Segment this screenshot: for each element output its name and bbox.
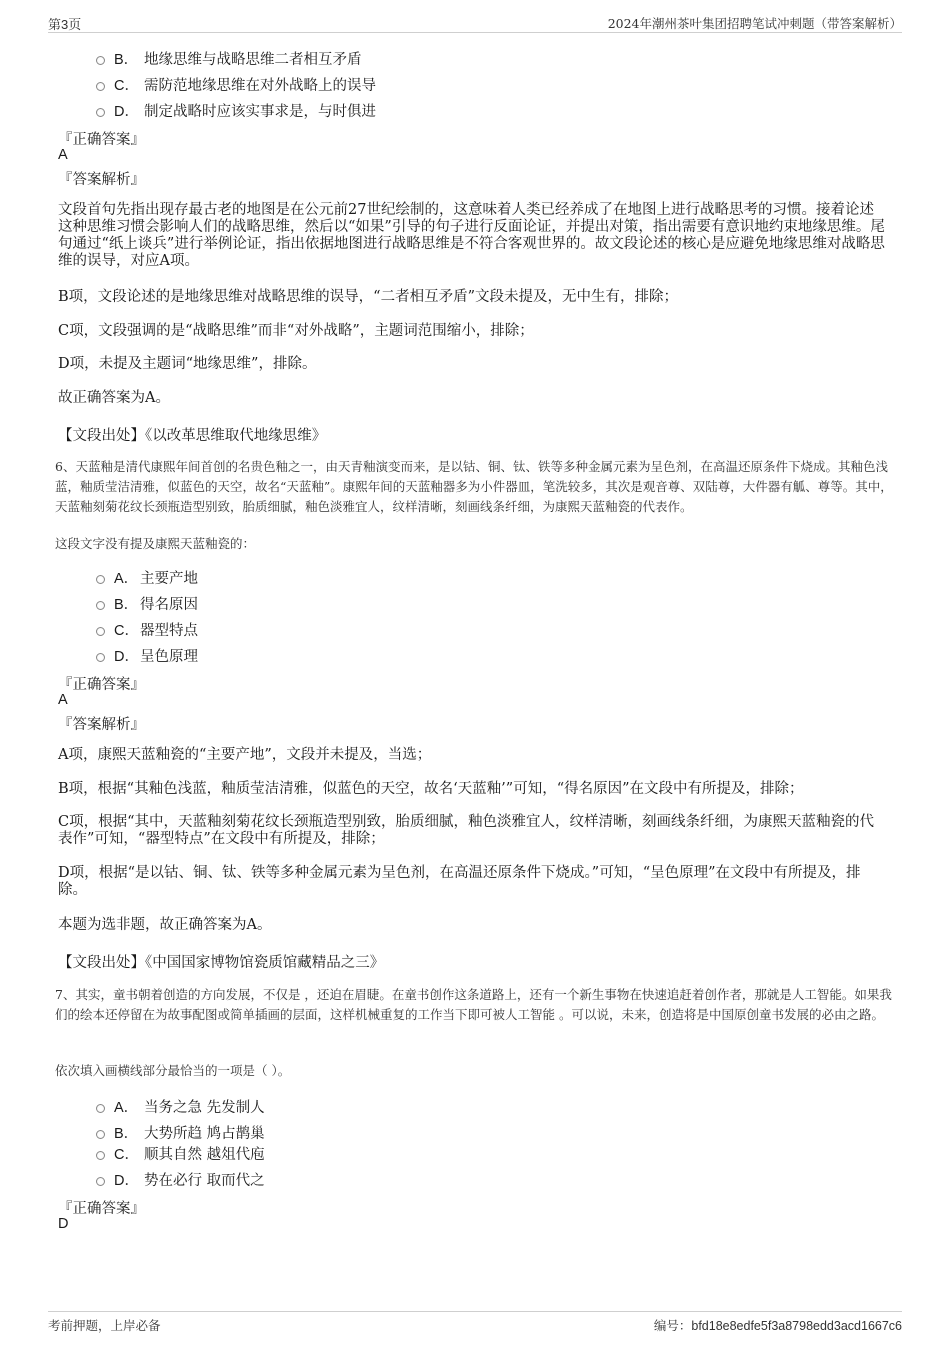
page-header [48,12,902,33]
q5-conclusion: 故正确答案为A。 [58,390,170,406]
q5-analysis-c: C项，文段强调的是“战略思维”而非“对外战略”，主题词范围缩小，排除； [58,323,534,339]
q7-option-d[interactable]: D． 势在必行 取而代之 [96,1169,265,1190]
q5-analysis-label: 『答案解析』 [58,172,145,188]
page-footer [48,1311,902,1338]
document-title: 2024年潮州茶叶集团招聘笔试冲刺题（带答案解析） [607,16,902,31]
q6-source: 【文段出处】《中国国家博物馆瓷质馆藏精品之三》 [58,955,385,971]
q6-conclusion: 本题为选非题，故正确答案为A。 [58,917,272,933]
document-id: 编号：bfd18e8edfe5f3a8798edd3acd1667c6 [653,1319,902,1333]
q7-stem: 依次填入画横线部分最恰当的一项是（ ）。 [55,1063,291,1078]
q5-answer-label: 『正确答案』 [58,132,145,148]
q7-passage: 7、其实，童书朝着创造的方向发展，不仅是 ，还迫在眉睫。在童书创作这条道路上，还有一个新生事物在快速追赶着创作者，那就是人工智能。如果我们的绘本还停留在为故事配图或简单插画的层面，这样机械重复的工作当下即可被人工智能 。可以说，未来，创造将是中国原创童书发展的必由之路。 [55,987,892,1022]
q5-analysis-main: 文段首句先指出现存最古老的地图是在公元前27世纪绘制的，这意味着人类已经养成了在地图上进行战略思考的习惯。接着论述这种思维习惯会影响人们的战略思维，然后以“如果”引导的句子进行反面论证，并提出对策，指出需要有意识地约束地缘思维。尾句通过“纸上谈兵”进行举例论证，指出依据地图进行战略思维是不符合客观世界的。故文段论述的核心是应避免地缘思维对战略思维的误导，对应A项。 [58,202,885,269]
q5-analysis-b: B项，文段论述的是地缘思维对战略思维的误导，“二者相互矛盾”文段未提及，无中生有，排除； [58,289,678,305]
q7-option-c[interactable]: C． 顺其自然 越俎代庖 [96,1143,265,1164]
radio-icon[interactable] [96,1177,105,1186]
radio-icon[interactable] [96,601,105,610]
q5-option-d[interactable]: D． 制定战略时应该实事求是，与时俱进 [96,100,376,121]
q6-stem: 这段文字没有提及康熙天蓝釉瓷的： [55,536,256,551]
radio-icon[interactable] [96,1104,105,1113]
q7-option-a[interactable]: A． 当务之急 先发制人 [96,1096,265,1117]
q7-option-b[interactable]: B． 大势所趋 鸠占鹊巢 [96,1122,265,1143]
page-number: 第3页 [48,17,82,32]
radio-icon[interactable] [96,56,105,65]
q6-answer: A [58,692,68,708]
q5-option-c[interactable]: C． 需防范地缘思维在对外战略上的误导 [96,74,376,95]
footer-slogan: 考前押题，上岸必备 [48,1318,161,1333]
q6-option-c[interactable]: C． 器型特点 [96,619,198,640]
radio-icon[interactable] [96,653,105,662]
q5-option-b[interactable]: B． 地缘思维与战略思维二者相互矛盾 [96,48,362,69]
q7-answer: D [58,1216,69,1232]
q6-analysis-label: 『答案解析』 [58,717,145,733]
q6-option-d[interactable]: D． 呈色原理 [96,645,198,666]
q5-source: 【文段出处】《以改革思维取代地缘思维》 [58,428,327,444]
q7-answer-label: 『正确答案』 [58,1201,145,1217]
q5-analysis-d: D项，未提及主题词“地缘思维”，排除。 [58,356,317,372]
q6-option-a[interactable]: A． 主要产地 [96,567,198,588]
radio-icon[interactable] [96,108,105,117]
q6-analysis-c: C项，根据“其中，天蓝釉刻菊花纹长颈瓶造型别致，胎质细腻，釉色淡雅宜人，纹样清晰，刻画线条纤细，为康熙天蓝釉瓷的代表作”可知，“器型特点”在文段中有所提及，排除； [58,814,875,847]
radio-icon[interactable] [96,1151,105,1160]
radio-icon[interactable] [96,1130,105,1139]
radio-icon[interactable] [96,82,105,91]
q6-analysis-d: D项，根据“是以钴、铜、钛、铁等多种金属元素为呈色剂，在高温还原条件下烧成。”可知，“呈色原理”在文段中有所提及，排除。 [58,865,861,898]
q6-analysis-a: A项，康熙天蓝釉瓷的“主要产地”，文段并未提及，当选； [58,747,432,763]
q6-analysis-b: B项，根据“其釉色浅蓝，釉质莹洁清雅，似蓝色的天空，故名‘天蓝釉’”可知，“得名原因”在文段中有所提及，排除； [58,781,804,797]
q5-answer: A [58,147,68,163]
q6-option-b[interactable]: B． 得名原因 [96,593,198,614]
q6-passage: 6、天蓝釉是清代康熙年间首创的名贵色釉之一，由天青釉演变而来，是以钴、铜、钛、铁等多种金属元素为呈色剂，在高温还原条件下烧成。其釉色浅蓝，釉质莹洁清雅，似蓝色的天空，故名“天蓝釉”。康熙年间的天蓝釉器多为小件器皿，笔洗较多，其次是观音尊、双陆尊，大件器有觚、尊等。其中，天蓝釉刻菊花纹长颈瓶造型别致，胎质细腻，釉色淡雅宜人，纹样清晰，刻画线条纤细，为康熙天蓝釉瓷的代表作。 [55,459,893,514]
radio-icon[interactable] [96,627,105,636]
radio-icon[interactable] [96,575,105,584]
q6-answer-label: 『正确答案』 [58,677,145,693]
